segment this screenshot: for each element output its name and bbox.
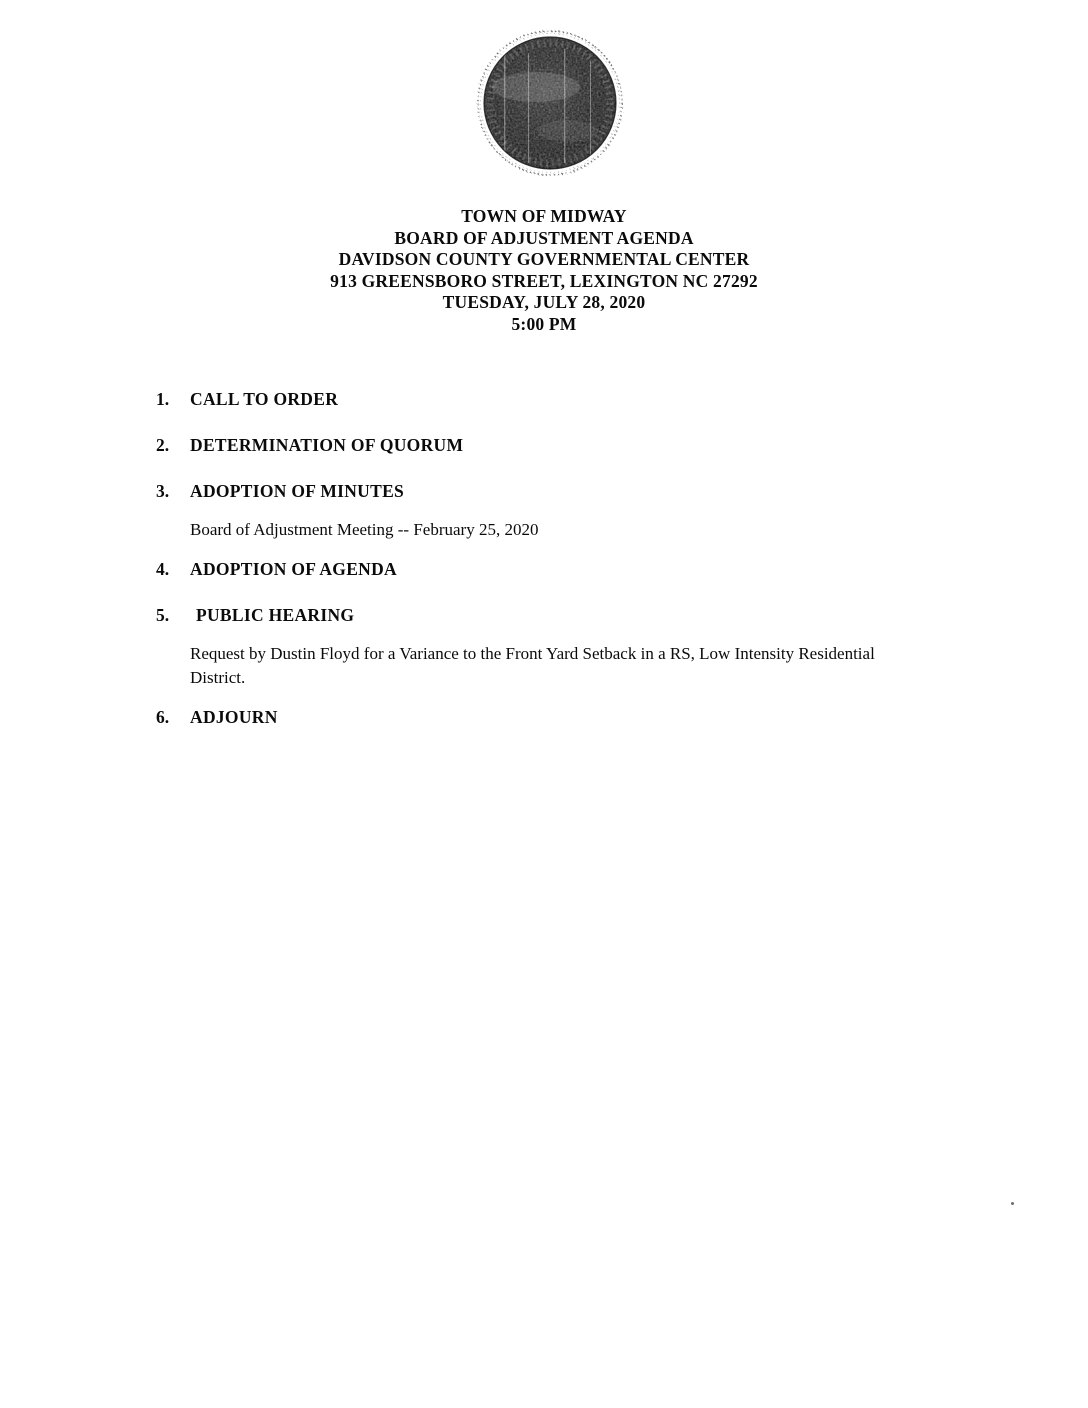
header-line-venue: DAVIDSON COUNTY GOVERNMENTAL CENTER bbox=[338, 249, 750, 270]
spacer bbox=[0, 586, 1088, 602]
agenda-item-adoption-of-agenda bbox=[0, 556, 1088, 586]
agenda-item-number: 4. bbox=[156, 559, 170, 579]
agenda-item-minutes-reference: Board of Adjustment Meeting -- February 25, 2020 bbox=[190, 520, 539, 539]
agenda-item-label: PUBLIC HEARING bbox=[196, 605, 355, 625]
agenda-item-heading bbox=[0, 386, 1088, 416]
agenda-item-heading bbox=[0, 478, 1088, 508]
agenda-item-heading bbox=[0, 704, 1088, 734]
agenda-item-public-hearing bbox=[0, 602, 1088, 690]
spacer bbox=[0, 416, 1088, 432]
agenda-item-number: 2. bbox=[156, 435, 170, 455]
public-hearing-request-text: Request by Dustin Floyd for a Variance to the Front Yard Setback in a RS, Low Intensity Residential District. bbox=[190, 644, 875, 687]
agenda-item-number: 6. bbox=[156, 707, 170, 727]
agenda-item-heading bbox=[0, 432, 1088, 462]
spacer bbox=[0, 632, 1088, 642]
agenda-item-heading bbox=[0, 602, 1088, 632]
header-line-town: TOWN OF MIDWAY bbox=[461, 206, 627, 226]
agenda-item-list bbox=[0, 386, 1088, 734]
spacer bbox=[0, 690, 1088, 704]
spacer bbox=[0, 542, 1088, 556]
seal-inner-disc bbox=[476, 27, 628, 179]
agenda-item-adoption-of-minutes bbox=[0, 478, 1088, 542]
agenda-item-label: ADOPTION OF AGENDA bbox=[190, 559, 397, 579]
agenda-item-label: ADJOURN bbox=[190, 707, 278, 727]
agenda-item-adjourn bbox=[0, 704, 1088, 734]
agenda-item-call-to-order bbox=[0, 386, 1088, 416]
header-line-body: BOARD OF ADJUSTMENT AGENDA bbox=[394, 227, 694, 248]
header-line-address: 913 GREENSBORO STREET, LEXINGTON NC 27292 bbox=[330, 270, 758, 291]
scan-artifact-speck bbox=[1011, 1202, 1014, 1205]
header-line-time: 5:00 PM bbox=[511, 313, 577, 334]
agenda-item-label: DETERMINATION OF QUORUM bbox=[190, 435, 464, 455]
agenda-item-number: 5. bbox=[156, 605, 170, 625]
agenda-item-number: 1. bbox=[156, 389, 170, 409]
agenda-item-determination-of-quorum bbox=[0, 432, 1088, 462]
spacer bbox=[0, 462, 1088, 478]
town-seal-icon bbox=[476, 27, 628, 179]
header-line-date: TUESDAY, JULY 28, 2020 bbox=[442, 292, 646, 313]
agenda-item-label: CALL TO ORDER bbox=[190, 389, 339, 409]
agenda-item-number: 3. bbox=[156, 481, 170, 501]
agenda-item-label: ADOPTION OF MINUTES bbox=[190, 481, 405, 501]
document-header bbox=[0, 206, 1088, 336]
spacer bbox=[0, 508, 1088, 518]
agenda-item-heading bbox=[0, 556, 1088, 586]
